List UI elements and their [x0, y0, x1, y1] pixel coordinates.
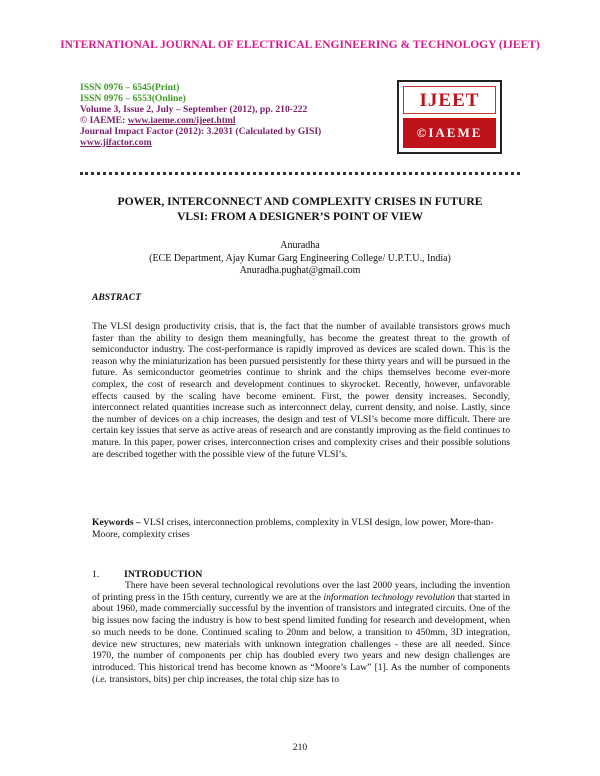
section-number: 1. — [92, 569, 100, 580]
section-title: INTRODUCTION — [124, 569, 203, 580]
intro-part-3: transistors, bits) per chip increases, the total chip size has to — [106, 673, 339, 685]
paper-title-line-1: POWER, INTERCONNECT AND COMPLEXITY CRISES IN FUTURE — [117, 195, 483, 208]
journal-metadata — [80, 82, 380, 148]
intro-italic-2: i.e. — [95, 673, 107, 685]
page-number: 210 — [292, 742, 308, 753]
author-email: Anuradha.pughat@gmail.com — [239, 265, 361, 276]
jifactor-link[interactable]: www.jifactor.com — [80, 137, 152, 148]
abstract-heading: ABSTRACT — [92, 292, 142, 303]
keywords-label: Keywords – — [92, 517, 141, 528]
intro-part-1: There have been several technological revolutions over the last 2000 years, including the invention of printing press in the 15th century, currently we are at the — [92, 580, 510, 603]
intro-part-2: that started in about 1960, made commercially successful by the invention of transistors and integrated circuits. One of the big issues now facing the industry is how to best spend limited funding for research and development, when so much needs to be done. Continued scaling to 20nm and below, a transition to 450mm, 3D integration, device new structures, new materials with unknown integration challenges - these are all needed. Since 1970, the number of components per chip has doubled every two years and new design challenges are introduced. This historical trend has become known as “Moore’s Law” [1]. As the number of components ( — [92, 591, 510, 685]
iaeme-prefix: © IAEME: — [80, 115, 128, 126]
author-name: Anuradha — [280, 240, 320, 251]
iaeme-line — [80, 115, 380, 126]
paper-title-line-2: VLSI: FROM A DESIGNER’S POINT OF VIEW — [177, 210, 423, 223]
keywords-list: VLSI crises, interconnection problems, complexity in VLSI design, low power, More-than-Moore, complexity crises — [92, 517, 494, 540]
volume-info: Volume 3, Issue 2, July – September (2012), pp. 210-222 — [80, 104, 308, 115]
author-affiliation: (ECE Department, Ajay Kumar Garg Engineering College/ U.P.T.U., India) — [149, 252, 451, 264]
introduction-text — [92, 580, 510, 685]
iaeme-link[interactable]: www.iaeme.com/ijeet.html — [127, 115, 236, 126]
author-block — [70, 240, 530, 278]
issn-print: ISSN 0976 – 6545(Print) — [80, 82, 180, 93]
issn-online: ISSN 0976 – 6553(Online) — [80, 93, 186, 104]
impact-factor: Journal Impact Factor (2012): 3.2031 (Calculated by GISI) — [80, 126, 322, 137]
intro-italic-1: information technology revolution — [323, 591, 455, 603]
journal-title: INTERNATIONAL JOURNAL OF ELECTRICAL ENGINEERING & TECHNOLOGY (IJEET) — [60, 39, 540, 51]
logo-publisher: ©IAEME — [403, 118, 496, 148]
abstract-text: The VLSI design productivity crisis, that is, the fact that the number of available transistors grows much faster than the ability to design them meaningfully, has become the greatest threat to the growth of semiconductor industry. The cost-performance is rapidly improved as devices are scaled down. This is the reason why the miniaturization has been pursued persistently for these thirty years and will be pursued in the future. As semiconductor geometries continue to shrink and the chips themselves become ever-more complex, the cost of research and development continues to skyrocket. Recently, however, unfavorable effects caused by the scaling have become eminent. First, the power density increases. Secondly, interconnect related quantities increase such as interconnect delay, current density, and noise. Lastly, since the number of devices on a chip increases, the design and test of VLSI’s become more difficult. There are certain key issues that serve as active areas of research and are constantly improving as the field continues to mature. In this paper, power crises, interconnection crises and complexity crises and their possible solutions are described together with the possible view of the future VLSI’s. — [92, 321, 510, 460]
paper-title — [70, 194, 530, 224]
header-divider — [80, 172, 520, 175]
section-heading — [92, 569, 202, 580]
logo-title: IJEET — [403, 86, 496, 114]
ijeet-logo — [397, 80, 502, 154]
keywords — [92, 517, 510, 541]
